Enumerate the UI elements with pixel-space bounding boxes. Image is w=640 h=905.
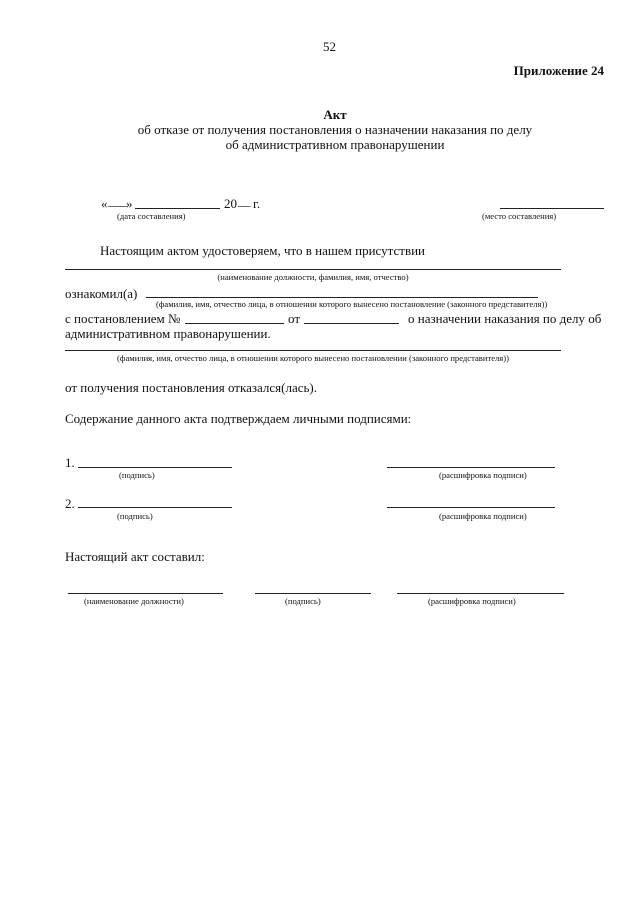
person-caption: (фамилия, имя, отчество лица, в отношении которого вынесено постановление (законного представителя)) <box>156 299 548 309</box>
signature-decode-field-2[interactable] <box>387 507 555 508</box>
acquainted-label: ознакомил(а) <box>65 286 138 301</box>
composer-label: Настоящий акт составил: <box>65 549 205 564</box>
signature-number: 1. <box>65 455 75 470</box>
person-caption-2: (фамилия, имя, отчество лица, в отношении которого вынесено постановлении (законного представителя)) <box>117 353 509 363</box>
official-caption: (наименование должности, фамилия, имя, отчество) <box>217 272 409 282</box>
date-year-field[interactable]: __ <box>238 193 250 208</box>
date-close-quote: » <box>126 196 133 211</box>
signature-caption: (подпись) <box>117 511 153 521</box>
composer-sign-caption: (подпись) <box>285 596 321 606</box>
date-open-quote: « <box>101 196 108 211</box>
intro-text: Настоящим актом удостоверяем, что в нашем присутствии <box>100 243 425 258</box>
person-field[interactable] <box>146 297 538 298</box>
confirm-text: Содержание данного акта подтверждаем личными подписями: <box>65 411 412 426</box>
composer-decode-caption: (расшифровка подписи) <box>428 596 516 606</box>
signature-field-1[interactable] <box>78 467 232 468</box>
composer-decode-field[interactable] <box>397 593 564 594</box>
resolution-label: с постановлением № <box>65 311 181 326</box>
place-field[interactable] <box>500 208 604 209</box>
date-year-prefix: 20 <box>224 196 237 211</box>
signature-caption: (подпись) <box>119 470 155 480</box>
date-day-field[interactable]: ___ <box>108 193 126 208</box>
signature-decode-field-1[interactable] <box>387 467 555 468</box>
date-caption: (дата составления) <box>117 211 186 221</box>
refused-text: от получения постановления отказался(лась). <box>65 380 317 395</box>
signature-field-2[interactable] <box>78 507 232 508</box>
page-number: 52 <box>323 39 336 54</box>
composer-position-field[interactable] <box>68 593 223 594</box>
resolution-tail: о назначении наказания по делу об <box>408 311 602 326</box>
resolution-number-field[interactable] <box>185 323 284 324</box>
composer-sign-field[interactable] <box>255 593 371 594</box>
from-label: от <box>288 311 301 326</box>
document-title: Акт <box>323 107 347 122</box>
date-month-field[interactable] <box>135 208 220 209</box>
place-caption: (место составления) <box>482 211 557 221</box>
signature-decode-caption: (расшифровка подписи) <box>439 511 527 521</box>
document-subtitle-line1: об отказе от получения постановления о назначении наказания по делу <box>137 122 533 137</box>
official-field[interactable] <box>65 269 561 270</box>
signature-decode-caption: (расшифровка подписи) <box>439 470 527 480</box>
resolution-date-field[interactable] <box>304 323 399 324</box>
signature-number: 2. <box>65 496 75 511</box>
date-year-suffix: г. <box>253 196 261 211</box>
resolution-tail-line2: административном правонарушении. <box>65 326 271 341</box>
composer-position-caption: (наименование должности) <box>84 596 184 606</box>
document-subtitle-line2: об административном правонарушении <box>225 137 445 152</box>
appendix-label: Приложение 24 <box>513 63 604 78</box>
person-field-2[interactable] <box>65 350 561 351</box>
